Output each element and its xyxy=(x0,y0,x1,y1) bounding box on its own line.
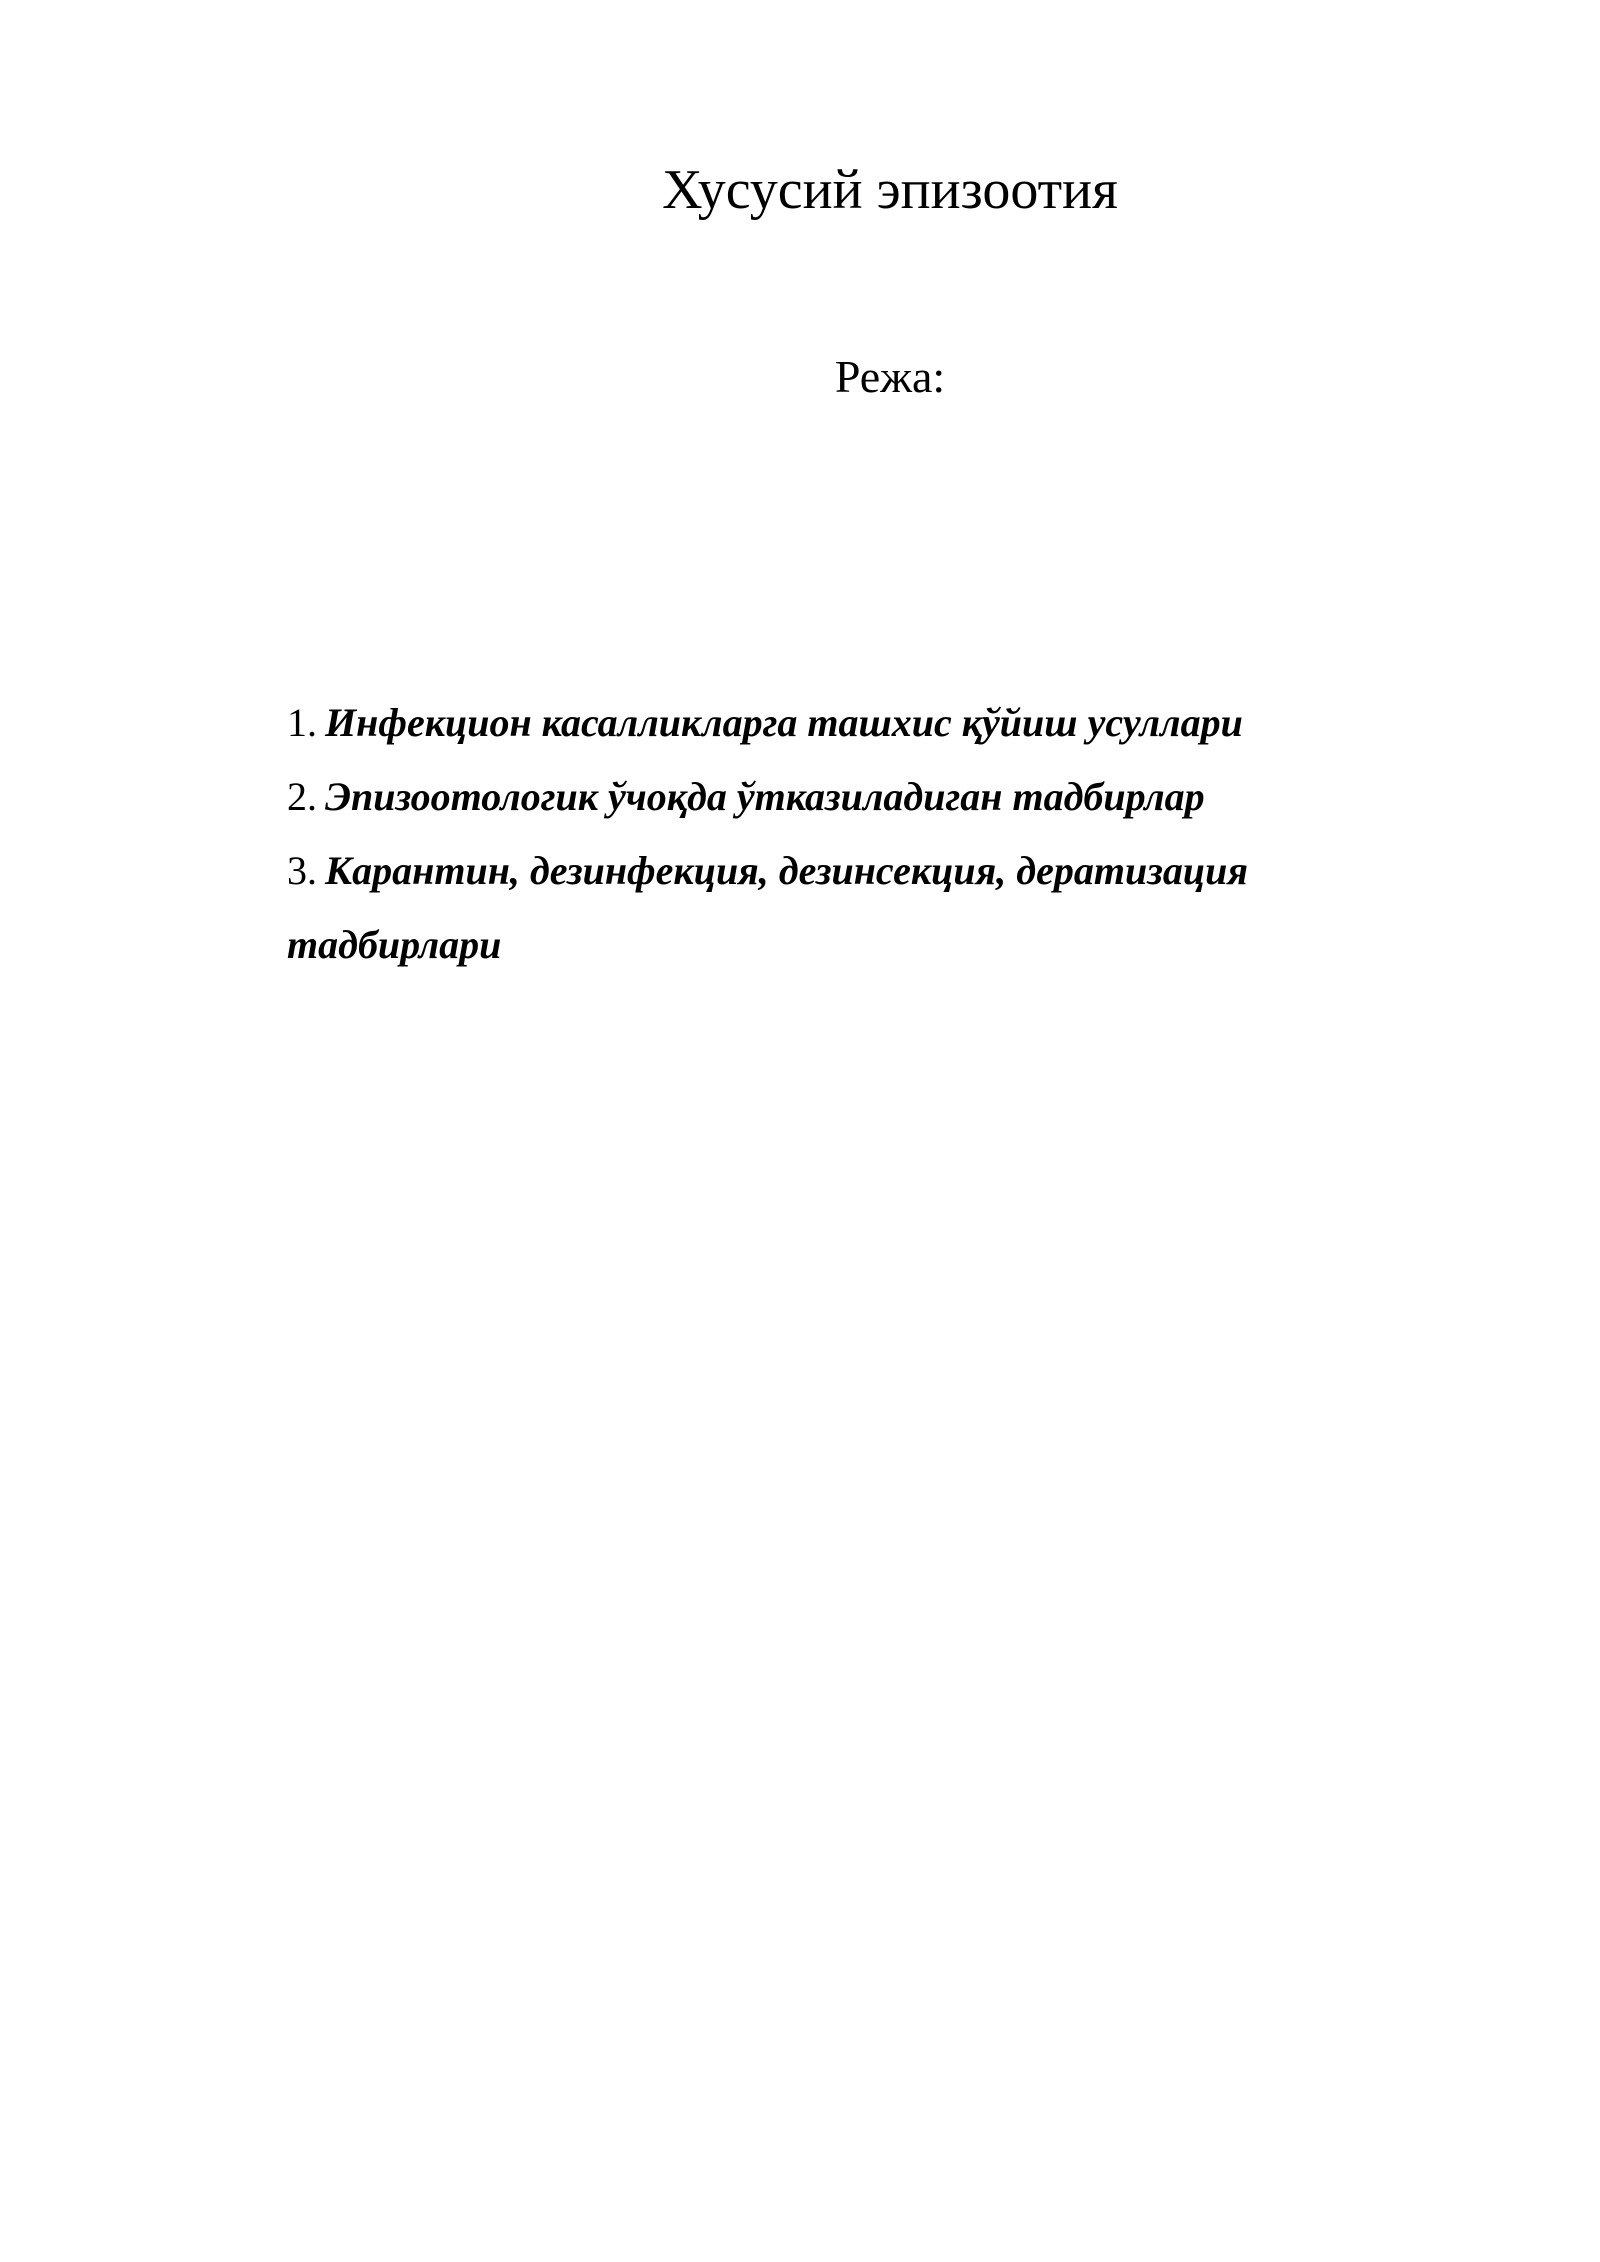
plan-item-text: Инфекцион касалликларга ташхис қўйиш усуллари xyxy=(325,700,1243,745)
plan-item xyxy=(287,834,1337,982)
document-title: Хусусий эпизоотия xyxy=(662,159,1118,221)
plan-item-number: 2. xyxy=(287,774,317,819)
plan-item-number: 3. xyxy=(287,848,317,893)
plan-item-text: Карантин, дезинфекция, дезинсекция, дератизация тадбирлари xyxy=(287,848,1248,967)
plan-item xyxy=(287,686,1337,760)
plan-item-number: 1. xyxy=(287,700,317,745)
plan-heading: Режа: xyxy=(834,351,946,402)
plan-item-text: Эпизоотологик ўчоқда ўтказиладиган тадбирлар xyxy=(325,774,1205,819)
plan-list xyxy=(287,686,1337,982)
plan-item xyxy=(287,760,1337,834)
